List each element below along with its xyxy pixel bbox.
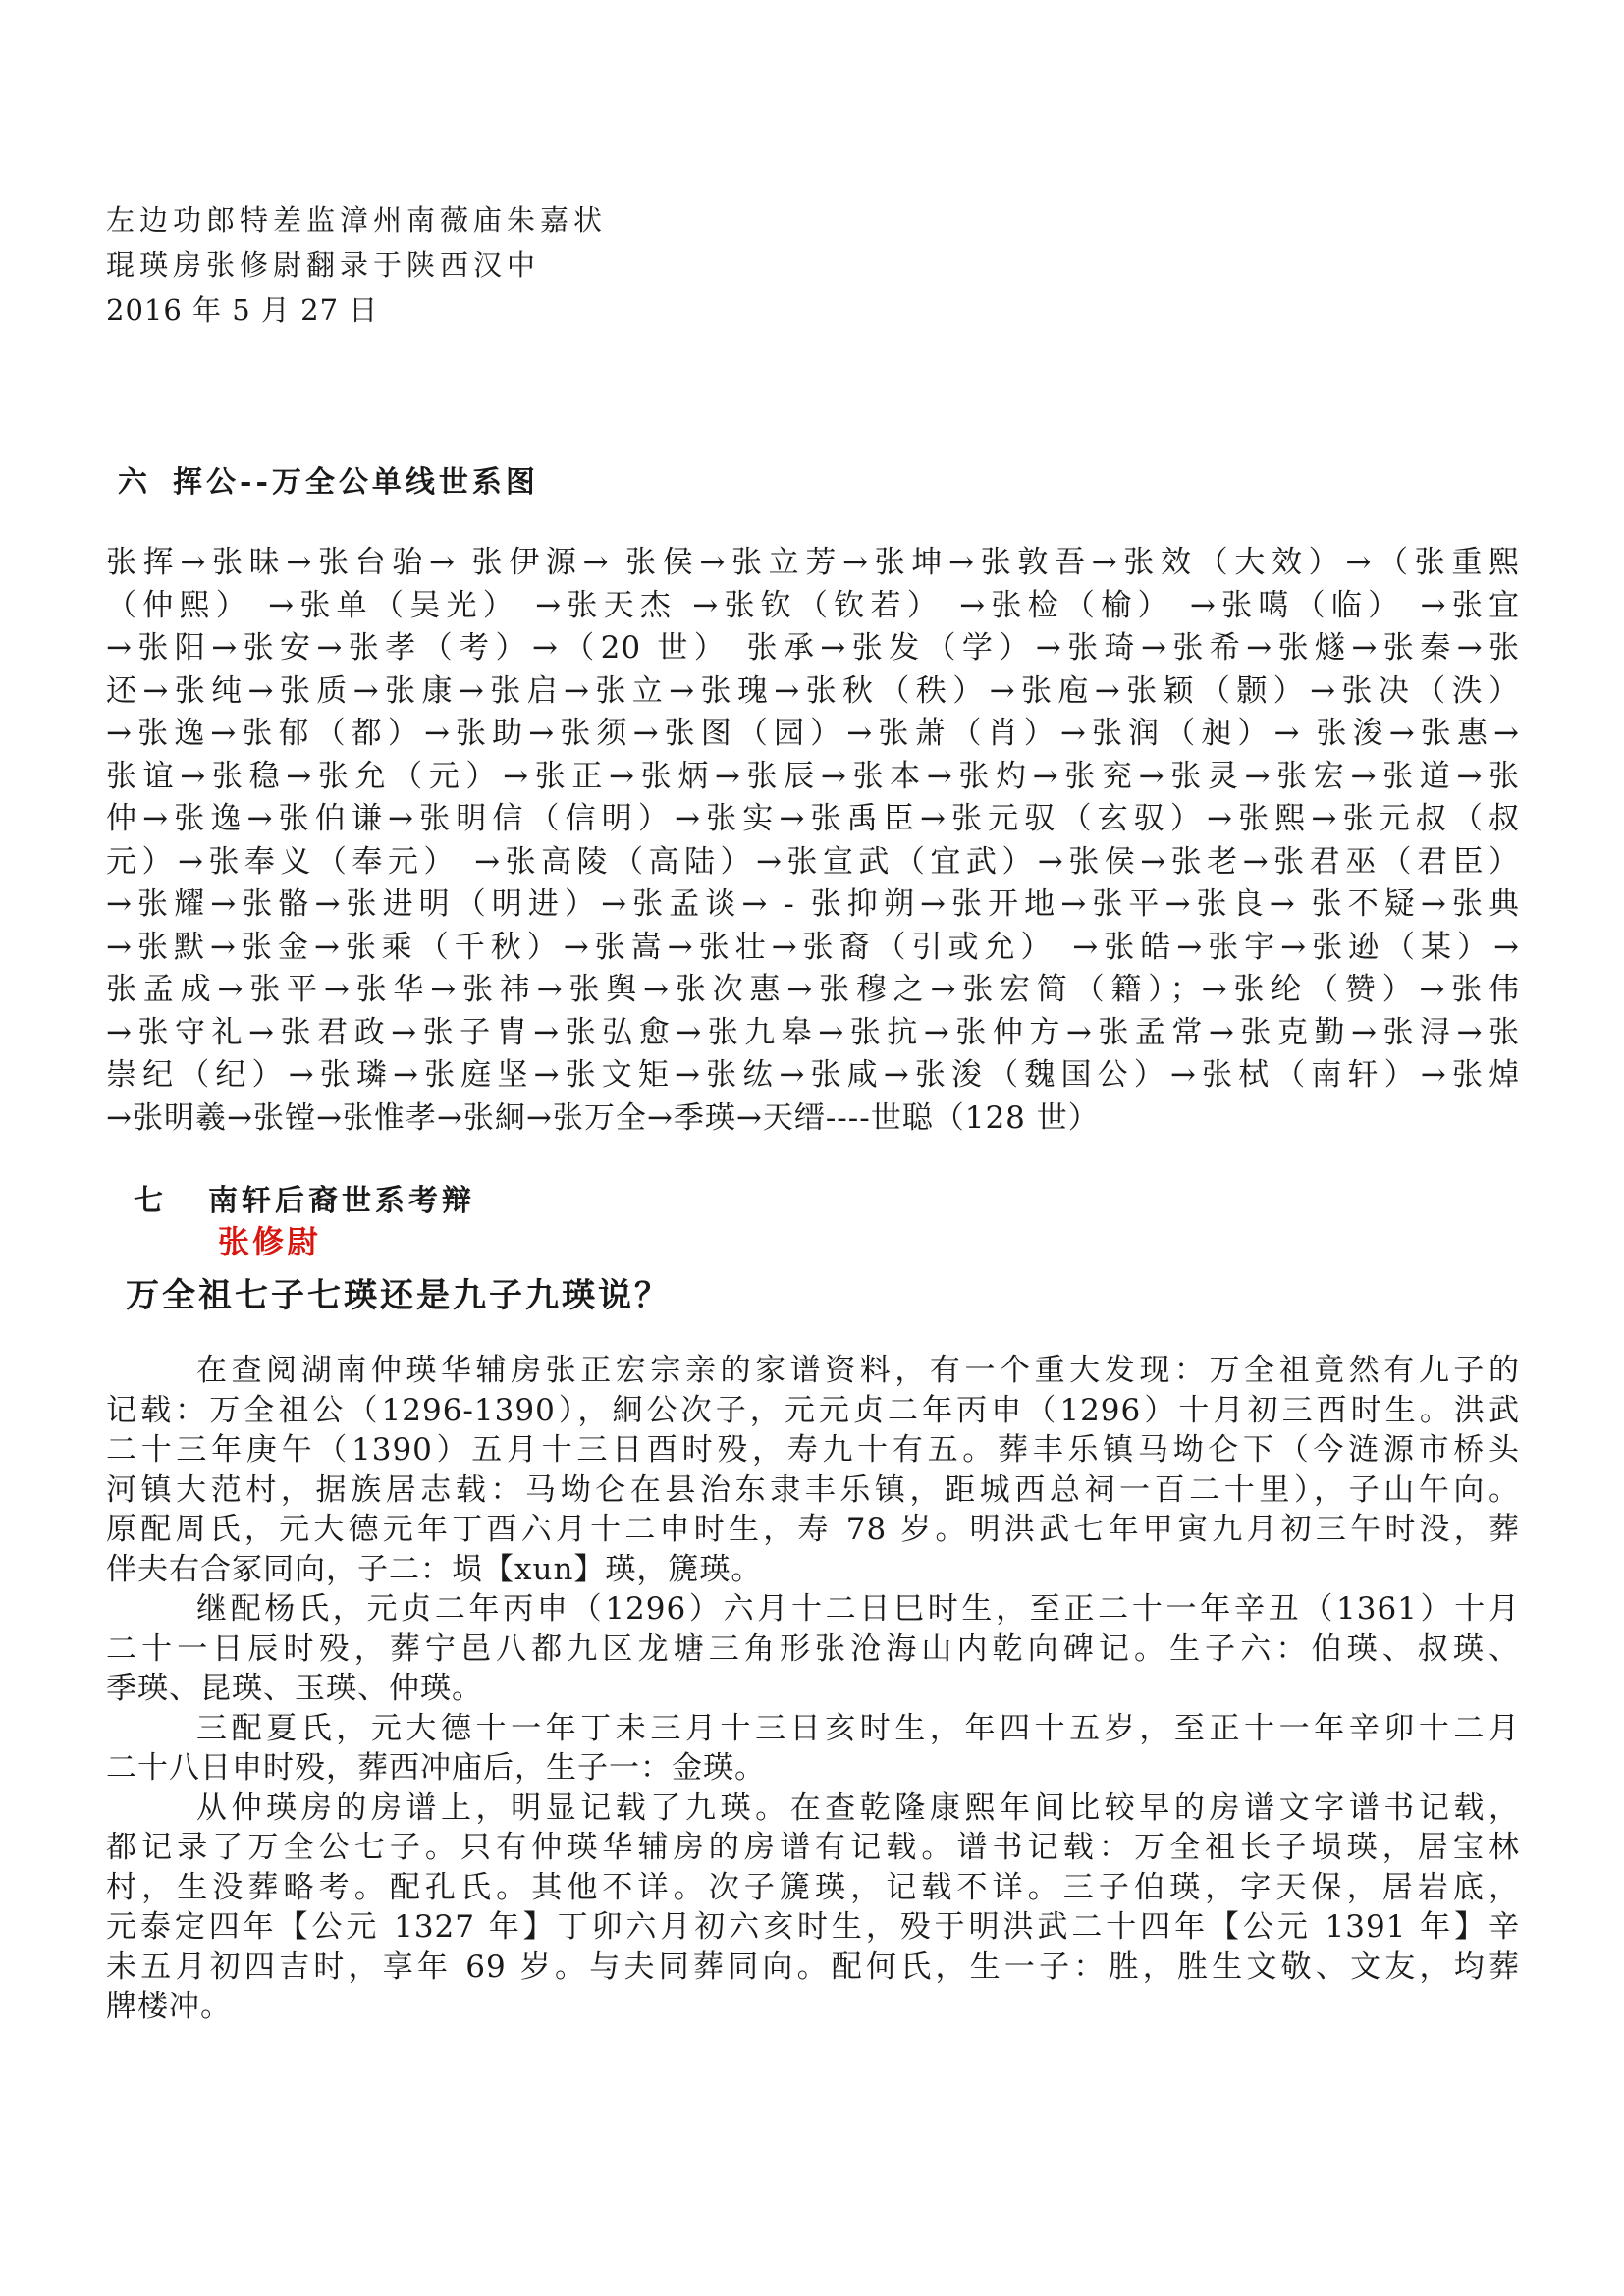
author-name: 张修尉	[218, 1223, 322, 1260]
paragraph-line: 元泰定四年【公元 1327 年】丁卯六月初六亥时生，殁于明洪武二十四年【公元 1391 年】辛	[106, 1909, 1520, 1945]
paragraph-line: 二十八日申时殁，葬西冲庙后，生子一：金瑛。	[106, 1750, 766, 1786]
lineage-chart	[106, 542, 1520, 1140]
lineage-row: →张耀→张骼→张进明（明进）→张孟谈→ - 张抑朔→张开地→张平→张良→ 张不疑→张典	[106, 886, 1520, 922]
paragraph-line: 三配夏氏，元大德十一年丁未三月十三日亥时生，年四十五岁，至正十一年辛卯十二月	[196, 1710, 1520, 1746]
lineage-row: 还→张纯→张质→张康→张启→张立→张瑰→张秋（秩）→张庖→张颖（颢）→张决（泆）	[106, 672, 1520, 709]
section-6-heading	[118, 457, 539, 501]
lineage-row: →张默→张金→张乘（千秋）→张嵩→张壮→张裔（引或允） →张皓→张宇→张逊（某）→	[106, 929, 1520, 965]
lineage-row: →张明羲→张镗→张惟孝→张絅→张万全→季瑛→天缙----世聪（128 世）	[106, 1099, 1100, 1136]
section-6-number: 六	[118, 465, 151, 500]
section-7-heading	[134, 1176, 475, 1219]
lineage-row: →张逸→张郁（都）→张助→张须→张图（园）→张萧（肖）→张润（昶）→ 张浚→张惠→	[106, 716, 1520, 751]
header-date: 2016 年 5 月 27 日	[106, 294, 379, 327]
lineage-row: （仲熙） →张单（吴光） →张天杰 →张钦（钦若） →张检（榆） →张噶（临） →张宜	[106, 587, 1520, 623]
question-heading: 万全祖七子七瑛还是九子九瑛说？	[126, 1276, 671, 1315]
section-7-title: 南轩后裔世系考辩	[208, 1184, 475, 1218]
lineage-row: 元）→张奉义（奉元） →张高陵（高陆）→张宣武（宜武）→张侯→张老→张君巫（君臣）	[106, 843, 1520, 880]
lineage-row: 张挥→张昧→张台骀→ 张伊源→ 张侯→张立芳→张坤→张敦吾→张效（大效）→（张重熙	[106, 545, 1520, 580]
paragraph-line: 在查阅湖南仲瑛华辅房张正宏宗亲的家谱资料，有一个重大发现：万全祖竟然有九子的	[196, 1353, 1520, 1388]
paragraph-line: 从仲瑛房的房谱上，明显记载了九瑛。在查乾隆康熙年间比较早的房谱文字谱书记载，	[196, 1789, 1520, 1826]
paragraph-line: 未五月初四吉时，享年 69 岁。与夫同葬同向。配何氏，生一子：胜，胜生文敬、文友，均葬	[106, 1949, 1520, 1985]
lineage-row: 张孟成→张平→张华→张祎→张舆→张次惠→张穆之→张宏简（籍）；→张纶（赞）→张伟	[106, 972, 1520, 1007]
header-line-2: 琨瑛房张修尉翻录于陕西汉中	[106, 248, 541, 282]
lineage-row: 仲→张逸→张伯谦→张明信（信明）→张实→张禹臣→张元驭（玄驭）→张熙→张元叔（叔	[106, 801, 1520, 836]
paragraph-line: 都记录了万全公七子。只有仲瑛华辅房的房谱有记载。谱书记载：万全祖长子埙瑛，居宝林	[106, 1830, 1520, 1865]
paragraph-line: 原配周氏，元大德元年丁酉六月十二申时生，寿 78 岁。明洪武七年甲寅九月初三午时没，葬	[106, 1512, 1520, 1547]
paragraph-line: 二十一日辰时殁，葬宁邑八都九区龙塘三角形张沧海山内乾向碑记。生子六：伯瑛、叔瑛、	[106, 1630, 1520, 1667]
lineage-row: 张谊→张稳→张允（元）→张正→张炳→张辰→张本→张灼→张兖→张灵→张宏→张道→张	[106, 758, 1520, 794]
paragraph-line: 记载：万全祖公（1296-1390），絅公次子，元元贞二年丙申（1296）十月初三酉时生。洪武	[106, 1392, 1520, 1428]
body-text	[106, 1351, 1520, 2027]
paragraph-line: 季瑛、昆瑛、玉瑛、仲瑛。	[106, 1671, 483, 1706]
paragraph-line: 村，生没葬略考。配孔氏。其他不详。次子篪瑛，记载不详。三子伯瑛，字天保，居岩底，	[106, 1869, 1520, 1905]
paragraph-line: 伴夫右合冢同向，子二：埙【xun】瑛，篪瑛。	[106, 1551, 763, 1587]
paragraph-line: 继配杨氏，元贞二年丙申（1296）六月十二日巳时生，至正二十一年辛丑（1361）十月	[196, 1591, 1520, 1627]
lineage-row: →张阳→张安→张孝（考）→（20 世） 张承→张发（学）→张琦→张希→张燧→张秦→张	[106, 630, 1520, 666]
section-6-title: 挥公--万全公单线世系图	[173, 465, 539, 500]
lineage-row: →张守礼→张君政→张子胄→张弘愈→张九皋→张抗→张仲方→张孟常→张克勤→张浔→张	[106, 1014, 1520, 1050]
header-line-1: 左边功郎特差监漳州南薇庙朱嘉状	[106, 203, 608, 237]
paragraph-line: 牌楼冲。	[106, 1989, 232, 2024]
section-7-number: 七	[134, 1184, 167, 1218]
lineage-row: 崇纪（纪）→张璘→张庭坚→张文矩→张纮→张咸→张浚（魏国公）→张栻（南轩）→张焯	[106, 1057, 1520, 1093]
paragraph-line: 二十三年庚午（1390）五月十三日酉时殁，寿九十有五。葬丰乐镇马坳仑下（今涟源市桥头	[106, 1432, 1520, 1468]
paragraph-line: 河镇大范村，据族居志载：马坳仑在县治东隶丰乐镇，距城西总祠一百二十里），子山午向。	[106, 1471, 1520, 1508]
